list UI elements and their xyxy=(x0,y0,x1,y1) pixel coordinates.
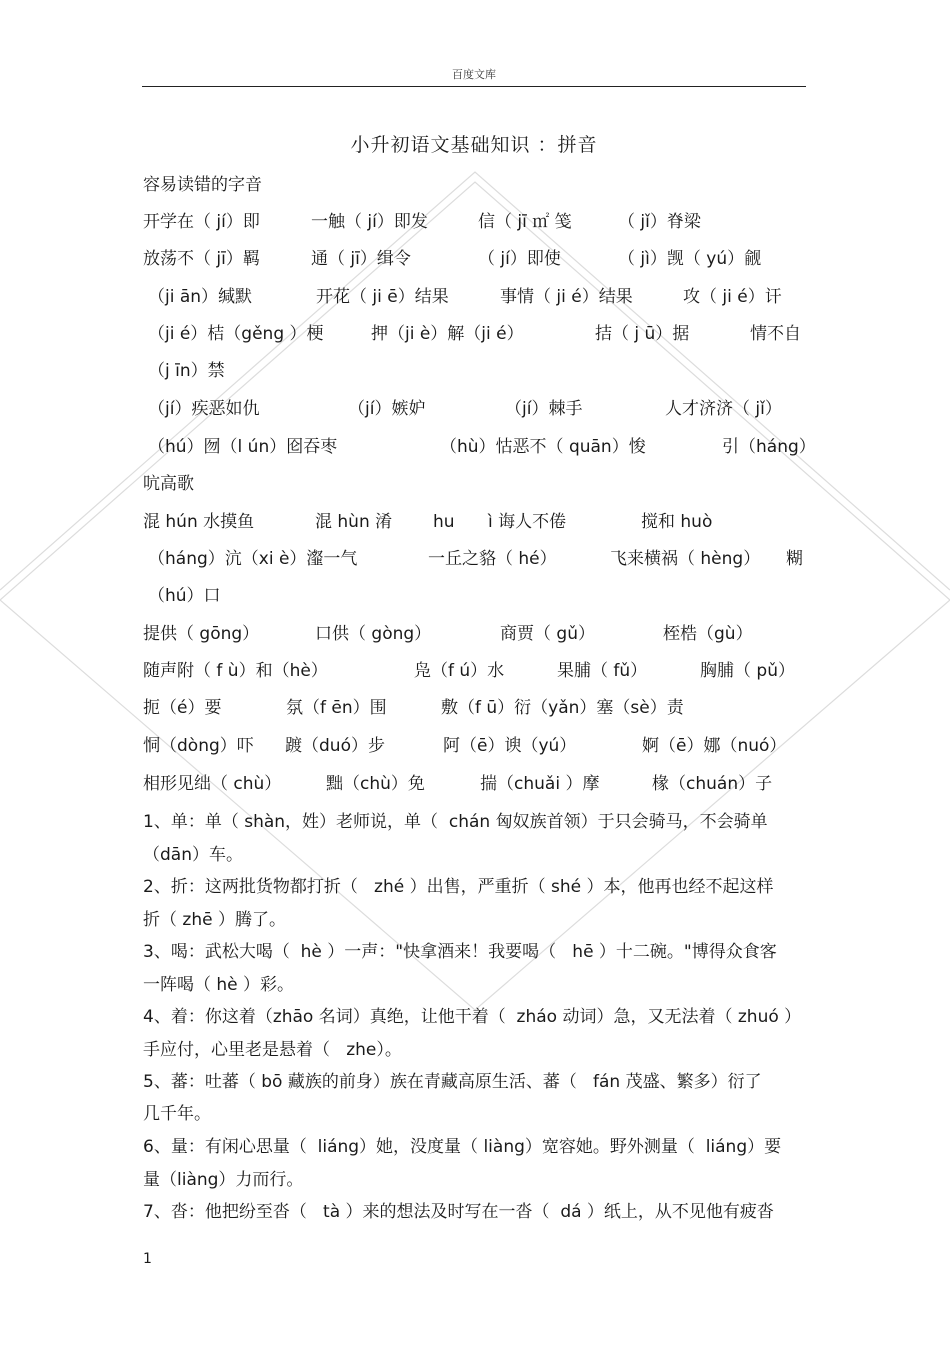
pinyin-entry: 搅和 huò xyxy=(641,512,713,532)
pinyin-entry: 混 hùn 淆 xyxy=(315,512,393,532)
paragraph-line: 手应付，心里老是悬着（ zhe）。 xyxy=(143,1040,402,1060)
pinyin-entry: （ji é）桔（gěng ）梗 xyxy=(148,324,324,344)
pinyin-entry: 押（ji è）解（ji é） xyxy=(371,324,524,344)
pinyin-entry: 椽（chuán）子 xyxy=(652,774,773,794)
pinyin-entry: 随声附（ f ù）和（hè） xyxy=(143,661,328,681)
pinyin-entry: 一丘之貉（ hé） xyxy=(428,549,557,569)
pinyin-entry: 相形见绌（ chù） xyxy=(143,774,282,794)
header-divider xyxy=(142,86,806,87)
pinyin-entry: 揣（chuǎi ）摩 xyxy=(480,774,600,794)
pinyin-entry: 开学在（ jí）即 xyxy=(143,212,260,232)
pinyin-entry: 商贾（ gǔ） xyxy=(500,624,595,644)
pinyin-entry: 氛（f ēn）围 xyxy=(286,698,387,718)
pinyin-entry: 一触（ jí）即发 xyxy=(311,212,428,232)
section-heading: 容易读错的字音 xyxy=(143,175,262,195)
pinyin-entry: 情不自 xyxy=(750,324,801,344)
pinyin-entry: （jí）棘手 xyxy=(505,399,583,419)
pinyin-entry: （j īn）禁 xyxy=(148,361,225,381)
page-number: 1 xyxy=(143,1251,152,1267)
paragraph-line: 3、喝：武松大喝（ hè ）一声："快拿酒来！我要喝（ hē ）十二碗。"博得众食客 xyxy=(143,942,777,962)
pinyin-entry: ì 诲人不倦 xyxy=(488,512,567,532)
pinyin-entry: （jí）嫉妒 xyxy=(348,399,426,419)
paragraph-line: 1、单：单（ shàn，姓）老师说，单（ chán 匈奴族首领）于只会骑马，不会骑单 xyxy=(143,812,768,832)
pinyin-entry: 放荡不（ jī）羁 xyxy=(143,249,260,269)
paragraph-line: 2、折：这两批货物都打折（ zhé ）出售，严重折（ shé ）本，他再也经不起这样 xyxy=(143,877,774,897)
paragraph-line: （dān）车。 xyxy=(143,845,243,865)
pinyin-entry: 果脯（ fǔ） xyxy=(557,661,648,681)
pinyin-entry: 恫（dòng）吓 xyxy=(143,736,254,756)
paragraph-line: 一阵喝（ hè ）彩。 xyxy=(143,975,295,995)
pinyin-entry: 踱（duó）步 xyxy=(285,736,385,756)
pinyin-entry: 凫（f ú）水 xyxy=(414,661,505,681)
pinyin-entry: 事情（ ji é）结果 xyxy=(500,287,633,307)
pinyin-entry: （ jǐ）脊梁 xyxy=(618,212,701,232)
pinyin-entry: 吭高歌 xyxy=(143,474,194,494)
pinyin-entry: 飞来横祸（ hèng） xyxy=(610,549,761,569)
pinyin-entry: 通（ jī）缉令 xyxy=(311,249,411,269)
pinyin-entry: 攻（ ji é）讦 xyxy=(683,287,782,307)
page-title: 小升初语文基础知识 ：拼音 xyxy=(350,134,598,156)
pinyin-entry: 拮（ j ū）据 xyxy=(595,324,690,344)
paragraph-line: 折（ zhē ）腾了。 xyxy=(143,910,286,930)
paragraph-line: 5、蕃：吐蕃（ bō 藏族的前身）族在青藏高原生活、蕃（ fán 茂盛、繁多）衍了 xyxy=(143,1072,762,1092)
paragraph-line: 7、沓：他把纷至沓（ tà ）来的想法及时写在一沓（ dá ）纸上，从不见他有疲沓 xyxy=(143,1202,774,1222)
pinyin-entry: （ji ān）缄默 xyxy=(148,287,253,307)
pinyin-entry: 混 hún 水摸鱼 xyxy=(143,512,255,532)
pinyin-entry: 人才济济（ jǐ） xyxy=(665,399,782,419)
pinyin-entry: 糊 xyxy=(786,549,803,569)
pinyin-entry: （ jí）即使 xyxy=(478,249,561,269)
pinyin-entry: 婀（ē）娜（nuó） xyxy=(642,736,787,756)
pinyin-entry: （ jì）觊（ yú）觎 xyxy=(618,249,762,269)
pinyin-entry: hu xyxy=(433,512,455,532)
pinyin-entry: （háng）沆（xi è）瀣一气 xyxy=(148,549,358,569)
pinyin-entry: 开花（ ji ē）结果 xyxy=(316,287,449,307)
header-site-name: 百度文库 xyxy=(452,68,496,81)
pinyin-entry: 阿（ē）谀（yú） xyxy=(443,736,577,756)
paragraph-line: 几千年。 xyxy=(143,1104,211,1124)
pinyin-entry: （jí）疾恶如仇 xyxy=(148,399,260,419)
pinyin-entry: 提供（ gōng） xyxy=(143,624,260,644)
pinyin-entry: 黜（chù）免 xyxy=(326,774,425,794)
pinyin-entry: 扼（é）要 xyxy=(143,698,222,718)
pinyin-entry: 桎梏（gù） xyxy=(663,624,753,644)
pinyin-entry: （hú）口 xyxy=(148,586,221,606)
pinyin-entry: （hú）囫（l ún）囵吞枣 xyxy=(148,437,338,457)
pinyin-entry: 信（ jī ㎡ 笺 xyxy=(478,212,572,232)
paragraph-line: 4、着：你这着（zhāo 名词）真绝，让他干着（ zháo 动词）急，又无法着（ zhuó ） xyxy=(143,1007,802,1027)
paragraph-line: 量（liàng）力而行。 xyxy=(143,1170,304,1190)
pinyin-entry: 敷（f ū）衍（yǎn）塞（sè）责 xyxy=(441,698,684,718)
pinyin-entry: 引（háng） xyxy=(722,437,816,457)
pinyin-entry: （hù）怙恶不（ quān）悛 xyxy=(440,437,646,457)
paragraph-line: 6、量：有闲心思量（ liáng）她，没度量（ liàng）宽容她。野外测量（ liáng）要 xyxy=(143,1137,782,1157)
pinyin-entry: 胸脯（ pǔ） xyxy=(700,661,795,681)
pinyin-entry: 口供（ gòng） xyxy=(315,624,432,644)
